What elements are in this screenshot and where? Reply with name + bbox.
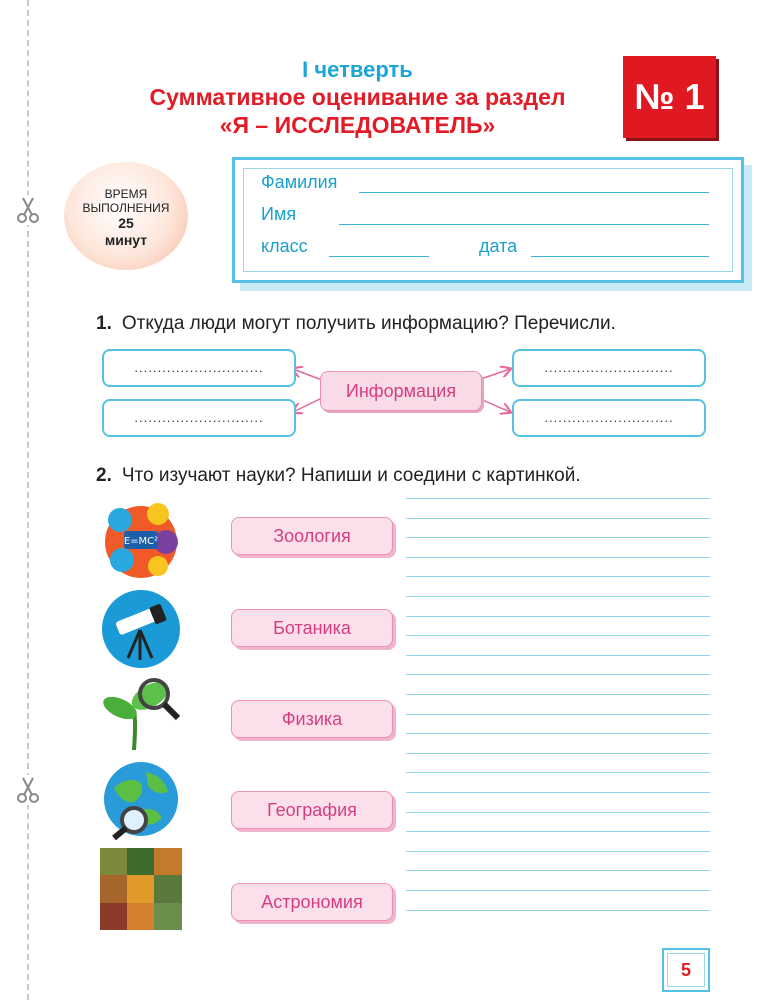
time-unit: минут: [104, 232, 148, 248]
information-center-label: Информация: [320, 371, 482, 411]
animals-collage-image[interactable]: [100, 848, 182, 930]
task2-text: Что изучают науки? Напиши и соедини с картинкой.: [121, 465, 581, 486]
answer-line[interactable]: [406, 753, 710, 754]
answer-line[interactable]: [406, 694, 710, 695]
answer-line[interactable]: [406, 890, 710, 891]
arrow-bottom-left: [293, 398, 322, 412]
physics-symbols-image[interactable]: [100, 498, 182, 580]
answer-line[interactable]: [406, 792, 710, 793]
science-zoology[interactable]: Зоология: [231, 517, 393, 555]
answer-line[interactable]: [406, 576, 710, 577]
answer-line[interactable]: [406, 655, 710, 656]
answer-line[interactable]: [406, 674, 710, 675]
answer-line[interactable]: [406, 557, 710, 558]
time-value: 25: [118, 215, 134, 231]
answer-line[interactable]: [406, 812, 710, 813]
answer-line[interactable]: [406, 851, 710, 852]
task2-number: 2.: [96, 465, 112, 486]
telescope-image[interactable]: [100, 588, 182, 670]
info-source-box-3[interactable]: ............................: [512, 349, 706, 387]
name-label: Имя: [261, 204, 297, 224]
answer-line[interactable]: [406, 537, 710, 538]
scissors-icon: [14, 775, 42, 805]
arrow-bottom-right: [478, 398, 510, 412]
answer-line[interactable]: [406, 870, 710, 871]
quarter-title: I четверть: [302, 57, 413, 82]
arrow-top-left: [293, 369, 322, 380]
info-source-box-2[interactable]: ............................: [102, 399, 296, 437]
info-source-box-1[interactable]: ............................: [102, 349, 296, 387]
assessment-number-badge: № 1: [623, 56, 716, 138]
answer-line[interactable]: [406, 596, 710, 597]
answer-line[interactable]: [406, 831, 710, 832]
class-label: класс: [261, 236, 308, 256]
answer-line[interactable]: [406, 714, 710, 715]
answer-line[interactable]: [406, 616, 710, 617]
science-astronomy[interactable]: Астрономия: [231, 883, 393, 921]
answer-line[interactable]: [406, 498, 710, 499]
svg-text:E=MC²: E=MC²: [123, 536, 159, 547]
task2-question: [96, 465, 581, 487]
answer-line[interactable]: [406, 910, 710, 911]
time-label-2: ВЫПОЛНЕНИЯ: [82, 201, 170, 215]
science-physics[interactable]: Физика: [231, 700, 393, 738]
section-title-line1: Суммативное оценивание за раздел: [149, 84, 566, 110]
time-label-1: ВРЕМЯ: [104, 187, 148, 201]
page-number: 5: [662, 948, 710, 992]
date-label: дата: [479, 236, 518, 256]
arrow-top-right: [478, 369, 510, 380]
task1-text: Откуда люди могут получить информацию? Перечисли.: [121, 313, 616, 334]
answer-line[interactable]: [406, 635, 710, 636]
globe-magnifier-image[interactable]: [100, 758, 182, 840]
science-botany[interactable]: Ботаника: [231, 609, 393, 647]
task1-number: 1.: [96, 313, 112, 334]
answer-line[interactable]: [406, 733, 710, 734]
sprout-magnifier-image[interactable]: [100, 672, 182, 754]
surname-label: Фамилия: [261, 172, 338, 192]
answer-line[interactable]: [406, 518, 710, 519]
info-source-box-4[interactable]: ............................: [512, 399, 706, 437]
section-title-line2: «Я – ИССЛЕДОВАТЕЛЬ»: [219, 112, 496, 138]
science-geography[interactable]: География: [231, 791, 393, 829]
answer-line[interactable]: [406, 772, 710, 773]
